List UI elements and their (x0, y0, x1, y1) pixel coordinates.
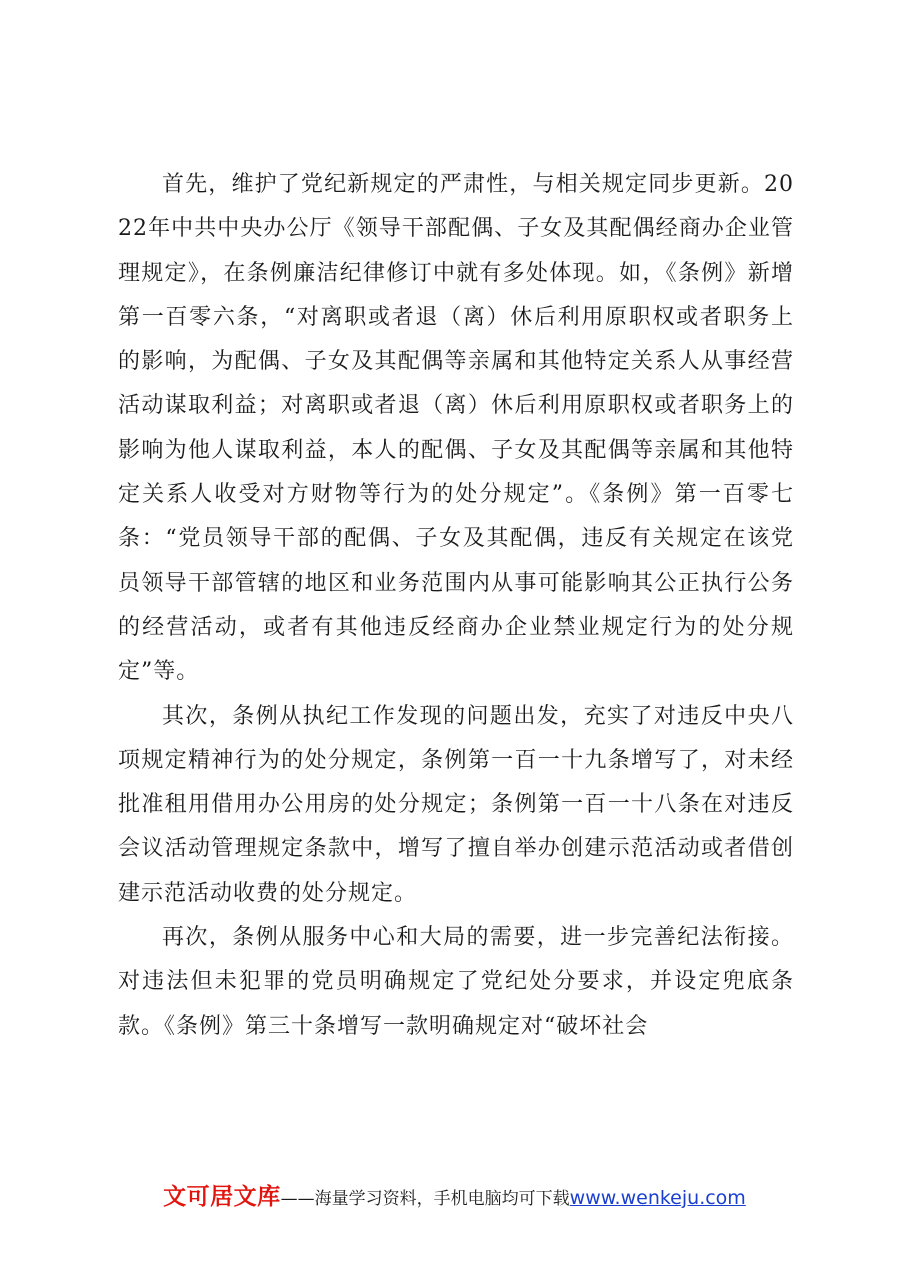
footer-tagline: ——海量学习资料，手机电脑均可下载 (280, 1189, 570, 1209)
footer-brand: 文可居文库 (163, 1184, 281, 1210)
paragraph-second: 其次，条例从执纪工作发现的问题出发，充实了对违反中央八项规定精神行为的处分规定，条例第一百一十九条增写了，对未经批准租用借用办公用房的处分规定；条例第一百一十八条在对违反会议活动管理规定条款中，增写了擅自举办创建示范活动或者借创建示范活动收费的处分规定。 (118, 703, 794, 906)
document-body (118, 163, 794, 1049)
paragraph-third: 再次，条例从服务中心和大局的需要，进一步完善纪法衔接。对违法但未犯罪的党员明确规定了党纪处分要求，并设定兜底条款。《条例》第三十条增写一款明确规定对“破坏社会 (118, 925, 794, 1039)
footer-watermark (0, 1180, 909, 1216)
footer-website-link[interactable]: www.wenkeju.com (569, 1187, 746, 1209)
paragraph-first: 首先，维护了党纪新规定的严肃性，与相关规定同步更新。2022年中共中央办公厅《领导干部配偶、子女及其配偶经商办企业管理规定》，在条例廉洁纪律修订中就有多处体现。如，《条例》新增第一百零六条，“对离职或者退（离）休后利用原职权或者职务上的影响，为配偶、子女及其配偶等亲属和其他特定关系人从事经营活动谋取利益；对离职或者退（离）休后利用原职权或者职务上的影响为他人谋取利益，本人的配偶、子女及其配偶等亲属和其他特定关系人收受对方财物等行为的处分规定”。《条例》第一百零七条：“党员领导干部的配偶、子女及其配偶，违反有关规定在该党员领导干部管辖的地区和业务范围内从事可能影响其公正执行公务的经营活动，或者有其他违反经商办企业禁业规定行为的处分规定”等。 (118, 172, 794, 685)
